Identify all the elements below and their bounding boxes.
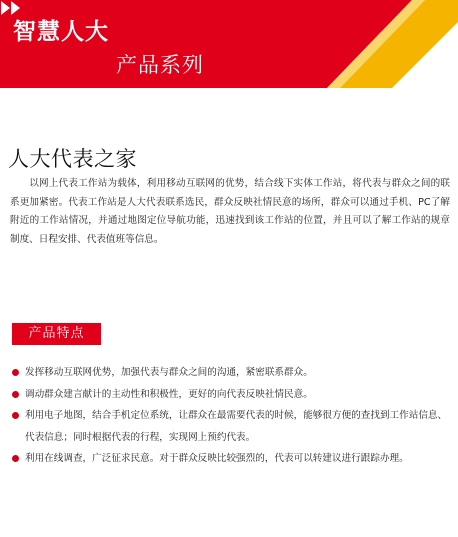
bullet-icon [12, 369, 19, 376]
feature-item [11, 448, 451, 470]
bullet-icon [12, 391, 19, 398]
header-banner [0, 0, 458, 88]
feature-text: 利用在线调查，广泛征求民意。对于群众反映比较强烈的，代表可以转建议进行跟踪办理。 [25, 453, 409, 464]
feature-item [11, 405, 451, 448]
feature-text: 调动群众建言献计的主动性和积极性，更好的向代表反映社情民意。 [25, 388, 313, 400]
page-title: 人大代表之家 [8, 147, 137, 171]
feature-text: 利用电子地图，结合手机定位系统，让群众在最需要代表的时候，能够很方便的查找到工作站信息、代表信息；同时根据代表的行程，实现网上预约代表。 [25, 410, 448, 443]
series-title: 产品系列 [116, 53, 204, 77]
features-heading: 产品特点 [12, 323, 101, 345]
bullet-icon [12, 412, 19, 419]
feature-list [11, 362, 451, 470]
brand-title: 智慧人大 [13, 19, 109, 45]
feature-item [11, 362, 451, 384]
feature-item [11, 384, 451, 406]
feature-text: 发挥移动互联网优势，加强代表与群众之间的沟通，紧密联系群众。 [25, 367, 313, 378]
bullet-icon [12, 455, 19, 462]
double-arrow-icon [0, 0, 22, 16]
intro-paragraph: 以网上代表工作站为载体，利用移动互联网的优势，结合线下实体工作站，将代表与群众之间的联系更加紧密。代表工作站是人大代表联系选民，群众反映社情民意的场所，群众可以通过手机、PC了解附近的工作站情况，并通过地图定位导航功能，迅速找到该工作站的位置，并且可以了解工作站的规章制度、日程安排、代表值班等信息。 [10, 178, 450, 245]
